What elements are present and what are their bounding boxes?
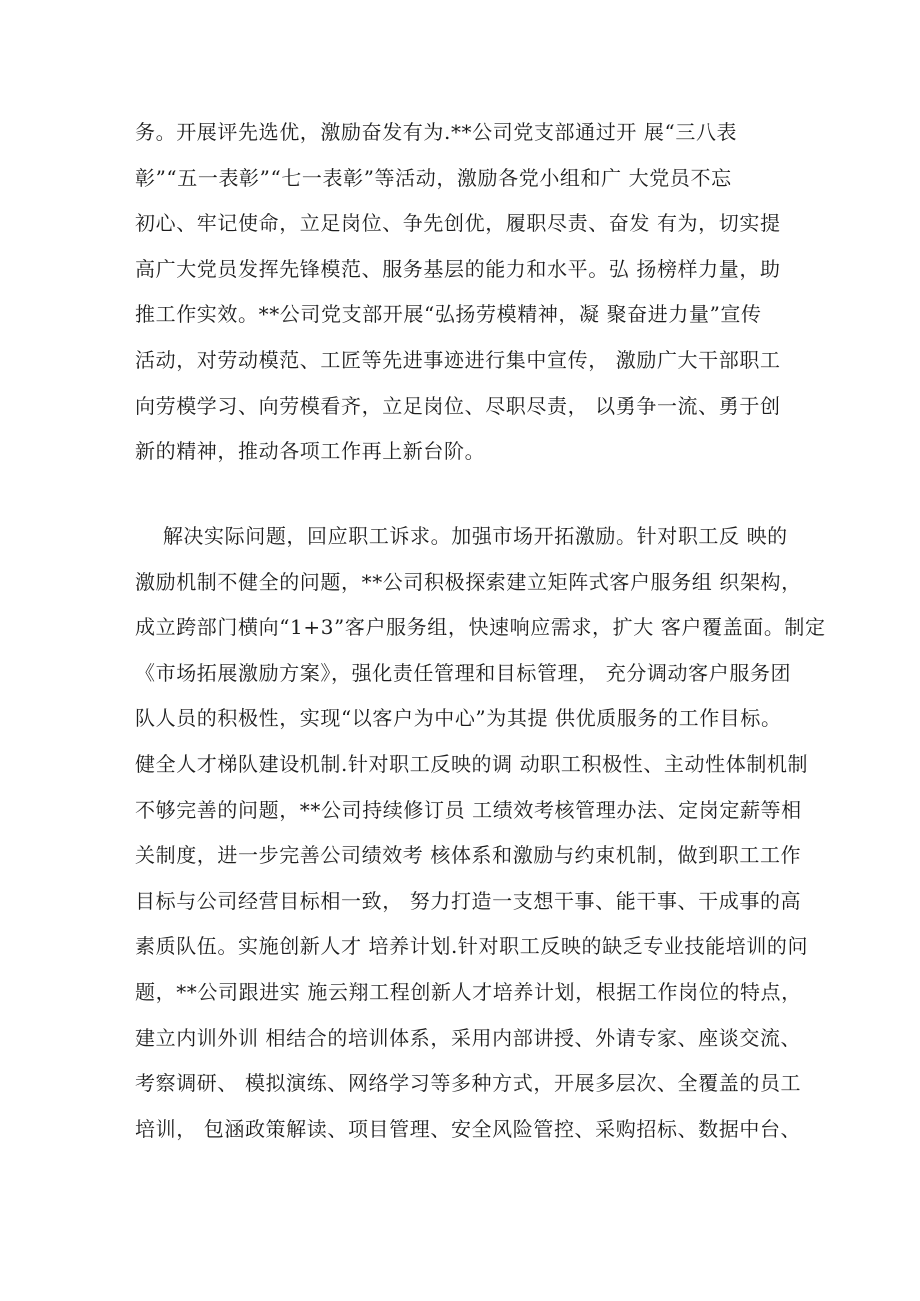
- text-line: 目标与公司经营目标相一致， 努力打造一支想干事、能干事、干成事的高: [135, 888, 802, 913]
- text-line: 高广大党员发挥先锋模范、服务基层的能力和水平。弘 扬榜样力量，助: [135, 256, 781, 281]
- text-line: 成立跨部门横向“1+3”客户服务组，快速响应需求，扩大 客户覆盖面。制定: [135, 615, 826, 640]
- text-line: 新的精神，推动各项工作再上新台阶。: [135, 439, 486, 464]
- text-line: 关制度，进一步完善公司绩效考 核体系和激励与约束机制，做到职工工作: [135, 843, 802, 868]
- text-line: 健全人才梯队建设机制.针对职工反映的调 动职工积极性、主动性体制机制: [135, 751, 809, 776]
- text-line: 培训， 包涵政策解读、项目管理、安全风险管控、采购招标、数据中台、: [135, 1116, 802, 1141]
- paragraph-1: [135, 110, 795, 475]
- text-line: 向劳模学习、向劳模看齐，立足岗位、尽职尽责， 以勇争一流、勇于创: [135, 393, 781, 418]
- text-line: 务。开展评先选优，激励奋发有为.**公司党支部通过开 展“三八表: [135, 120, 738, 144]
- text-line: 建立内训外训 相结合的培训体系，采用内部讲授、外请专家、座谈交流、: [135, 1025, 802, 1050]
- paragraph-2: [135, 514, 826, 1152]
- text-line: 初心、牢记使命，立足岗位、争先创优，履职尽责、奋发 有为，切实提: [135, 211, 781, 236]
- text-line: 彰”“五一表彰”“七一表彰”等活动，激励各党小组和广 大党员不忘: [135, 165, 732, 190]
- text-line: 推工作实效。**公司党支部开展“弘扬劳模精神，凝 聚奋进力量”宣传: [135, 302, 762, 327]
- text-line: 队人员的积极性，实现“以客户为中心”为其提 供优质服务的工作目标。: [135, 706, 782, 731]
- text-line: 不够完善的问题，**公司持续修订员 工绩效考核管理办法、定岗定薪等相: [135, 797, 802, 822]
- text-line: 解决实际问题，回应职工诉求。加强市场开拓激励。针对职工反 映的: [135, 524, 788, 548]
- text-line: 活动，对劳动模范、工匠等先进事迹进行集中宣传， 激励广大干部职工: [135, 347, 781, 372]
- text-line: 考察调研、 模拟演练、网络学习等多种方式，开展多层次、全覆盖的员工: [135, 1071, 802, 1096]
- text-line: 激励机制不健全的问题，**公司积极探索建立矩阵式客户服务组 织架构，: [135, 569, 802, 594]
- text-line: 题，**公司跟进实 施云翔工程创新人才培养计划，根据工作岗位的特点，: [135, 979, 802, 1004]
- text-line: 《市场拓展激励方案》，强化责任管理和目标管理， 充分调动客户服务团: [135, 660, 792, 685]
- text-line: 素质队伍。实施创新人才 培养计划.针对职工反映的缺乏专业技能培训的问: [135, 934, 809, 959]
